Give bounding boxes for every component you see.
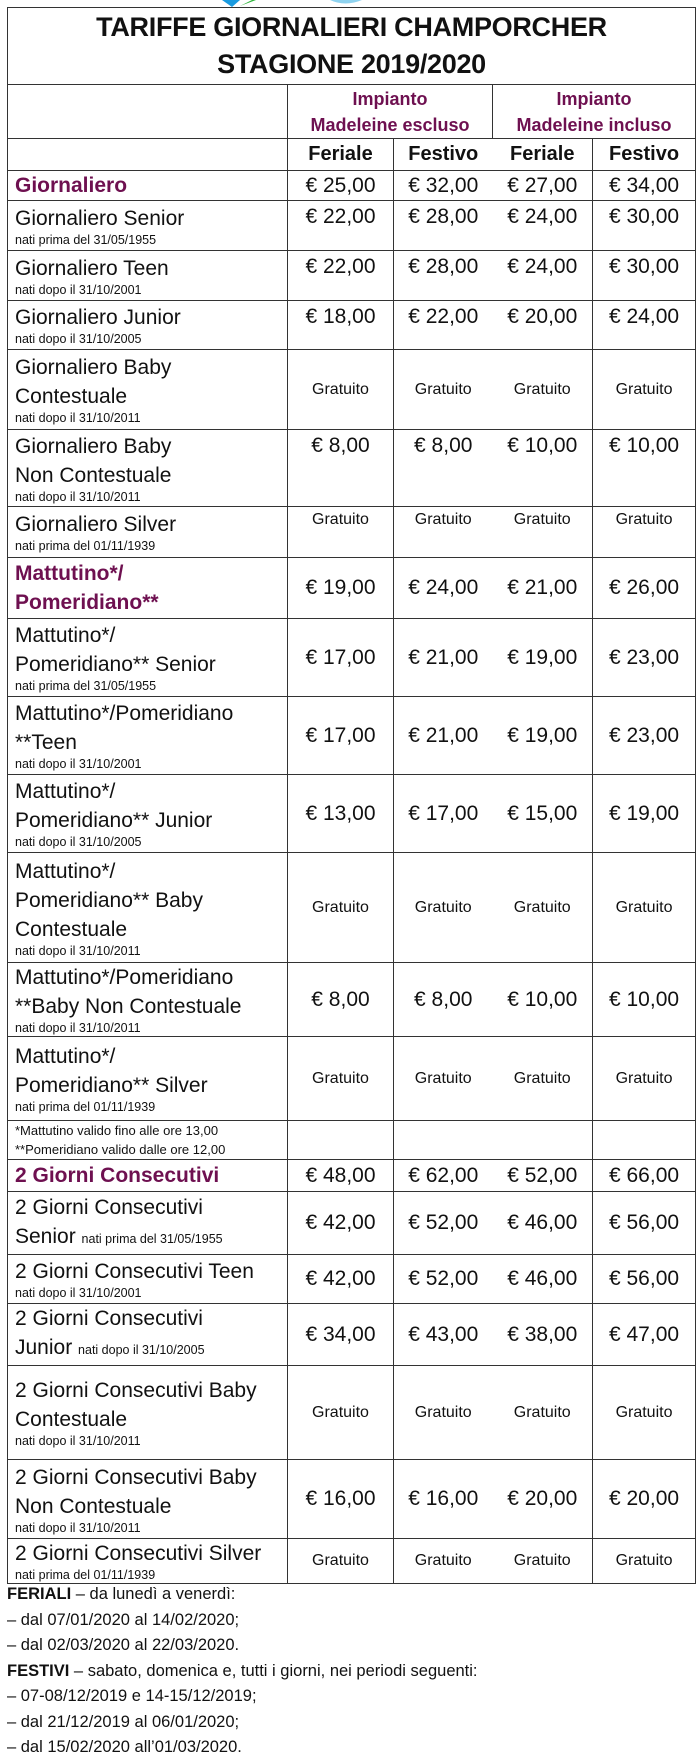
feriali-line	[7, 1582, 478, 1608]
price-cell: Gratuito	[593, 1539, 696, 1584]
price-cell: € 19,00	[593, 775, 696, 853]
footnote-text: *Mattutino valido fino alle ore 13,00	[15, 1123, 219, 1138]
price-cell: € 28,00	[394, 201, 493, 251]
price-cell: € 24,00	[493, 201, 593, 251]
tariff-note: nati prima del 31/05/1955	[15, 232, 157, 247]
price-cell: € 16,00	[288, 1460, 394, 1539]
group-label-line-1: Impianto	[352, 88, 428, 109]
price-cell: Gratuito	[493, 853, 593, 963]
tariff-label-cell	[8, 1366, 288, 1460]
logo-light-blue-shape	[330, 0, 362, 4]
logo-blue-shape	[222, 0, 240, 7]
tariff-note: nati prima del 31/05/1955	[81, 1231, 223, 1246]
price-cell: € 28,00	[394, 251, 493, 301]
col-header-feriale: Feriale	[493, 139, 593, 171]
tariff-note: nati dopo il 31/10/2011	[15, 1021, 141, 1035]
feriali-label: FERIALI	[7, 1585, 72, 1603]
festivi-period: – dal 21/12/2019 al 06/01/2020;	[7, 1712, 240, 1731]
price-cell: Gratuito	[394, 853, 493, 963]
tariff-row	[8, 350, 696, 430]
price-cell: € 21,00	[394, 697, 493, 775]
price-cell: € 27,00	[493, 171, 593, 201]
price-cell: Gratuito	[493, 507, 593, 558]
tariff-label-cell	[8, 558, 288, 619]
tariff-row	[8, 853, 696, 963]
price-cell: Gratuito	[288, 853, 394, 963]
price-cell: Gratuito	[288, 1037, 394, 1121]
group-label-line-2: Madeleine incluso	[516, 114, 672, 135]
tariff-row	[8, 201, 696, 251]
tariff-note: nati dopo il 31/10/2005	[15, 835, 142, 849]
group-label-line-1: Impianto	[556, 88, 632, 109]
tariff-row	[8, 619, 696, 697]
tariff-rows	[8, 171, 696, 1584]
group-header-escluso	[288, 85, 493, 139]
tariffe-table	[7, 7, 696, 1584]
tariff-label-cell	[8, 507, 288, 558]
festivi-text: – sabato, domenica e, tutti i giorni, nei periodi seguenti:	[69, 1661, 478, 1680]
price-cell: € 19,00	[288, 558, 394, 619]
tariff-row	[8, 1304, 696, 1366]
tariff-note: nati prima del 01/11/1939	[15, 1568, 156, 1582]
tariff-note: nati dopo il 31/10/2011	[15, 1434, 141, 1448]
price-cell: € 46,00	[493, 1255, 593, 1304]
price-cell: € 22,00	[394, 301, 493, 350]
price-cell: € 17,00	[394, 775, 493, 853]
footnote-cell	[8, 1121, 288, 1160]
price-cell: € 62,00	[394, 1160, 493, 1192]
price-cell: € 38,00	[493, 1304, 593, 1366]
tariff-note: nati prima del 31/05/1955	[15, 679, 157, 693]
tariff-name: 2 Giorni Consecutivi Silver	[15, 1542, 262, 1565]
tariff-name: Mattutino*/ Pomeridiano** Baby Contestuale	[15, 859, 203, 941]
price-cell: € 19,00	[493, 697, 593, 775]
price-cell: Gratuito	[394, 1539, 493, 1584]
tariff-name: Giornaliero Senior	[15, 206, 185, 230]
price-cell: Gratuito	[493, 1366, 593, 1460]
tariff-label-cell	[8, 963, 288, 1037]
tariff-label-cell	[8, 301, 288, 350]
tariff-label-cell	[8, 1037, 288, 1121]
col-header-festivo: Festivo	[593, 139, 696, 171]
price-cell: € 19,00	[493, 619, 593, 697]
tariff-name: 2 Giorni Consecutivi Junior nati dopo il 31/10/2005	[15, 1307, 205, 1359]
tariff-row	[8, 697, 696, 775]
price-cell: Gratuito	[394, 1037, 493, 1121]
price-cell: € 48,00	[288, 1160, 394, 1192]
price-cell: € 26,00	[593, 558, 696, 619]
tariff-name: 2 Giorni Consecutivi Baby Non Contestuale	[15, 1465, 257, 1518]
category-row	[8, 171, 696, 201]
price-cell: Gratuito	[288, 1366, 394, 1460]
empty-cell	[288, 1121, 394, 1160]
festivi-label: FESTIVI	[7, 1661, 70, 1680]
price-cell: € 25,00	[288, 171, 394, 201]
price-cell: € 8,00	[394, 430, 493, 507]
tariff-row	[8, 1460, 696, 1539]
price-cell: € 52,00	[394, 1192, 493, 1255]
tariff-label-cell	[8, 1460, 288, 1539]
tariff-name: Mattutino*/Pomeridiano **Baby Non Contestuale	[15, 966, 242, 1018]
tariff-row	[8, 1037, 696, 1121]
price-cell: Gratuito	[493, 1539, 593, 1584]
tariff-name: Giornaliero Junior	[15, 306, 181, 329]
tariff-name: Mattutino*/ Pomeridiano** Junior	[15, 780, 213, 832]
price-cell: € 13,00	[288, 775, 394, 853]
tariff-name: Giornaliero Teen	[15, 256, 169, 280]
price-cell: Gratuito	[394, 1366, 493, 1460]
empty-cell	[493, 1121, 593, 1160]
footnote-text: **Pomeridiano valido dalle ore 12,00	[15, 1142, 226, 1157]
price-cell: € 21,00	[493, 558, 593, 619]
price-cell: € 34,00	[288, 1304, 394, 1366]
tariff-note: nati prima del 01/11/1939	[15, 1100, 156, 1114]
price-cell: Gratuito	[593, 1037, 696, 1121]
tariff-name: Giornaliero Baby Contestuale	[15, 356, 172, 408]
price-cell: € 52,00	[493, 1160, 593, 1192]
group-header-incluso	[493, 85, 696, 139]
tariff-label-cell	[8, 697, 288, 775]
price-cell: € 8,00	[288, 963, 394, 1037]
tariff-name: Giornaliero Baby Non Contestuale	[15, 434, 172, 487]
price-cell: € 30,00	[593, 251, 696, 301]
feriali-period: – dal 02/03/2020 al 22/03/2020.	[7, 1636, 240, 1654]
legend	[7, 1582, 478, 1761]
price-cell: Gratuito	[394, 350, 493, 430]
price-cell: € 22,00	[288, 201, 394, 251]
tariff-row	[8, 430, 696, 507]
price-cell: € 15,00	[493, 775, 593, 853]
tariff-label-cell	[8, 350, 288, 430]
price-cell: € 22,00	[288, 251, 394, 301]
tariff-row	[8, 1366, 696, 1460]
price-cell: € 10,00	[593, 963, 696, 1037]
tariff-row	[8, 775, 696, 853]
festivi-period: – dal 15/02/2020 all’01/03/2020.	[7, 1738, 242, 1756]
tariff-label-cell	[8, 853, 288, 963]
price-cell: € 34,00	[593, 171, 696, 201]
tariff-label-cell	[8, 775, 288, 853]
tariff-name: 2 Giorni Consecutivi Senior nati prima del 31/05/1955	[15, 1195, 223, 1248]
price-cell: € 23,00	[593, 619, 696, 697]
price-cell: € 47,00	[593, 1304, 696, 1366]
tariff-name: Mattutino*/Pomeridiano **Teen	[15, 702, 234, 754]
festivi-period: – 07-08/12/2019 e 14-15/12/2019;	[7, 1687, 257, 1705]
feriali-text: – da lunedì a venerdì:	[71, 1585, 236, 1603]
price-cell: € 21,00	[394, 619, 493, 697]
price-cell: € 8,00	[394, 963, 493, 1037]
tariff-label-cell	[8, 619, 288, 697]
tariff-row	[8, 963, 696, 1037]
price-cell: Gratuito	[593, 1366, 696, 1460]
tariff-label-cell	[8, 1160, 288, 1192]
tariff-note: nati dopo il 31/10/2011	[15, 943, 141, 958]
tariff-name: Giornaliero	[15, 174, 128, 197]
price-cell: € 18,00	[288, 301, 394, 350]
tariff-row	[8, 251, 696, 301]
title-line-1: TARIFFE GIORNALIERI CHAMPORCHER	[96, 12, 607, 42]
tariff-note: nati dopo il 31/10/2005	[78, 1343, 205, 1357]
price-cell: € 10,00	[493, 430, 593, 507]
tariff-label-cell	[8, 1304, 288, 1366]
tariff-label-cell	[8, 171, 288, 201]
category-row	[8, 1160, 696, 1192]
price-cell: € 20,00	[593, 1460, 696, 1539]
footnote-row	[8, 1121, 696, 1160]
price-cell: € 24,00	[493, 251, 593, 301]
price-cell: € 42,00	[288, 1255, 394, 1304]
tariff-label-cell	[8, 251, 288, 301]
logo-green-shape	[240, 0, 256, 6]
price-cell: Gratuito	[493, 350, 593, 430]
tariff-name: 2 Giorni Consecutivi	[15, 1164, 220, 1187]
tariff-note: nati dopo il 31/10/2001	[15, 757, 142, 771]
tariff-name: Giornaliero Silver	[15, 513, 177, 536]
price-cell: Gratuito	[493, 1037, 593, 1121]
price-cell: Gratuito	[288, 507, 394, 558]
group-label-line-2: Madeleine escluso	[310, 114, 470, 135]
category-row	[8, 558, 696, 619]
festivi-line	[7, 1659, 478, 1685]
tariff-name: 2 Giorni Consecutivi Baby Contestuale	[15, 1379, 257, 1431]
price-cell: € 24,00	[394, 558, 493, 619]
tariff-name: Mattutino*/ Pomeridiano** Silver	[15, 1045, 208, 1097]
price-cell: € 30,00	[593, 201, 696, 251]
tariff-label-cell	[8, 1255, 288, 1304]
price-cell: € 43,00	[394, 1304, 493, 1366]
price-cell: Gratuito	[394, 507, 493, 558]
feriali-period: – dal 07/01/2020 al 14/02/2020;	[7, 1610, 240, 1629]
price-cell: € 32,00	[394, 171, 493, 201]
tariff-name: 2 Giorni Consecutivi Teen	[15, 1260, 254, 1283]
price-cell: € 56,00	[593, 1255, 696, 1304]
price-cell: € 17,00	[288, 619, 394, 697]
price-cell: € 20,00	[493, 1460, 593, 1539]
tariff-row	[8, 1539, 696, 1584]
price-cell: € 52,00	[394, 1255, 493, 1304]
price-cell: € 16,00	[394, 1460, 493, 1539]
price-cell: Gratuito	[593, 350, 696, 430]
price-cell: € 20,00	[493, 301, 593, 350]
price-cell: € 8,00	[288, 430, 394, 507]
col-header-feriale: Feriale	[288, 139, 394, 171]
col-header-festivo: Festivo	[394, 139, 493, 171]
tariff-label-cell	[8, 430, 288, 507]
table-title	[8, 8, 696, 85]
column-header-row	[8, 139, 696, 171]
title-row	[8, 8, 696, 85]
group-header-row	[8, 85, 696, 139]
tariff-label-cell	[8, 1192, 288, 1255]
price-cell: € 10,00	[593, 430, 696, 507]
price-cell: Gratuito	[593, 507, 696, 558]
tariff-name: Mattutino*/ Pomeridiano**	[15, 562, 159, 614]
empty-header-cell	[8, 85, 288, 139]
tariff-row	[8, 1192, 696, 1255]
tariff-label-cell	[8, 1539, 288, 1584]
tariff-note: nati dopo il 31/10/2001	[15, 1286, 142, 1300]
price-cell: € 10,00	[493, 963, 593, 1037]
tariff-name: Mattutino*/ Pomeridiano** Senior	[15, 624, 216, 676]
price-cell: € 46,00	[493, 1192, 593, 1255]
price-cell: € 42,00	[288, 1192, 394, 1255]
price-cell: € 24,00	[593, 301, 696, 350]
tariff-note: nati dopo il 31/10/2001	[15, 282, 142, 297]
price-cell: € 17,00	[288, 697, 394, 775]
tariff-row	[8, 507, 696, 558]
empty-cell	[394, 1121, 493, 1160]
price-cell: € 23,00	[593, 697, 696, 775]
empty-header-cell	[8, 139, 288, 171]
tariff-label-cell	[8, 201, 288, 251]
title-line-2: STAGIONE 2019/2020	[217, 49, 486, 79]
tariff-note: nati dopo il 31/10/2011	[15, 489, 141, 504]
price-cell: Gratuito	[288, 1539, 394, 1584]
tariff-note: nati dopo il 31/10/2011	[15, 1520, 141, 1535]
price-cell: Gratuito	[288, 350, 394, 430]
price-cell: € 56,00	[593, 1192, 696, 1255]
price-cell: Gratuito	[593, 853, 696, 963]
tariff-row	[8, 301, 696, 350]
tariff-row	[8, 1255, 696, 1304]
tariff-note: nati dopo il 31/10/2005	[15, 332, 142, 346]
tariff-note: nati dopo il 31/10/2011	[15, 411, 141, 425]
price-cell: € 66,00	[593, 1160, 696, 1192]
empty-cell	[593, 1121, 696, 1160]
tariff-note: nati prima del 01/11/1939	[15, 539, 156, 553]
